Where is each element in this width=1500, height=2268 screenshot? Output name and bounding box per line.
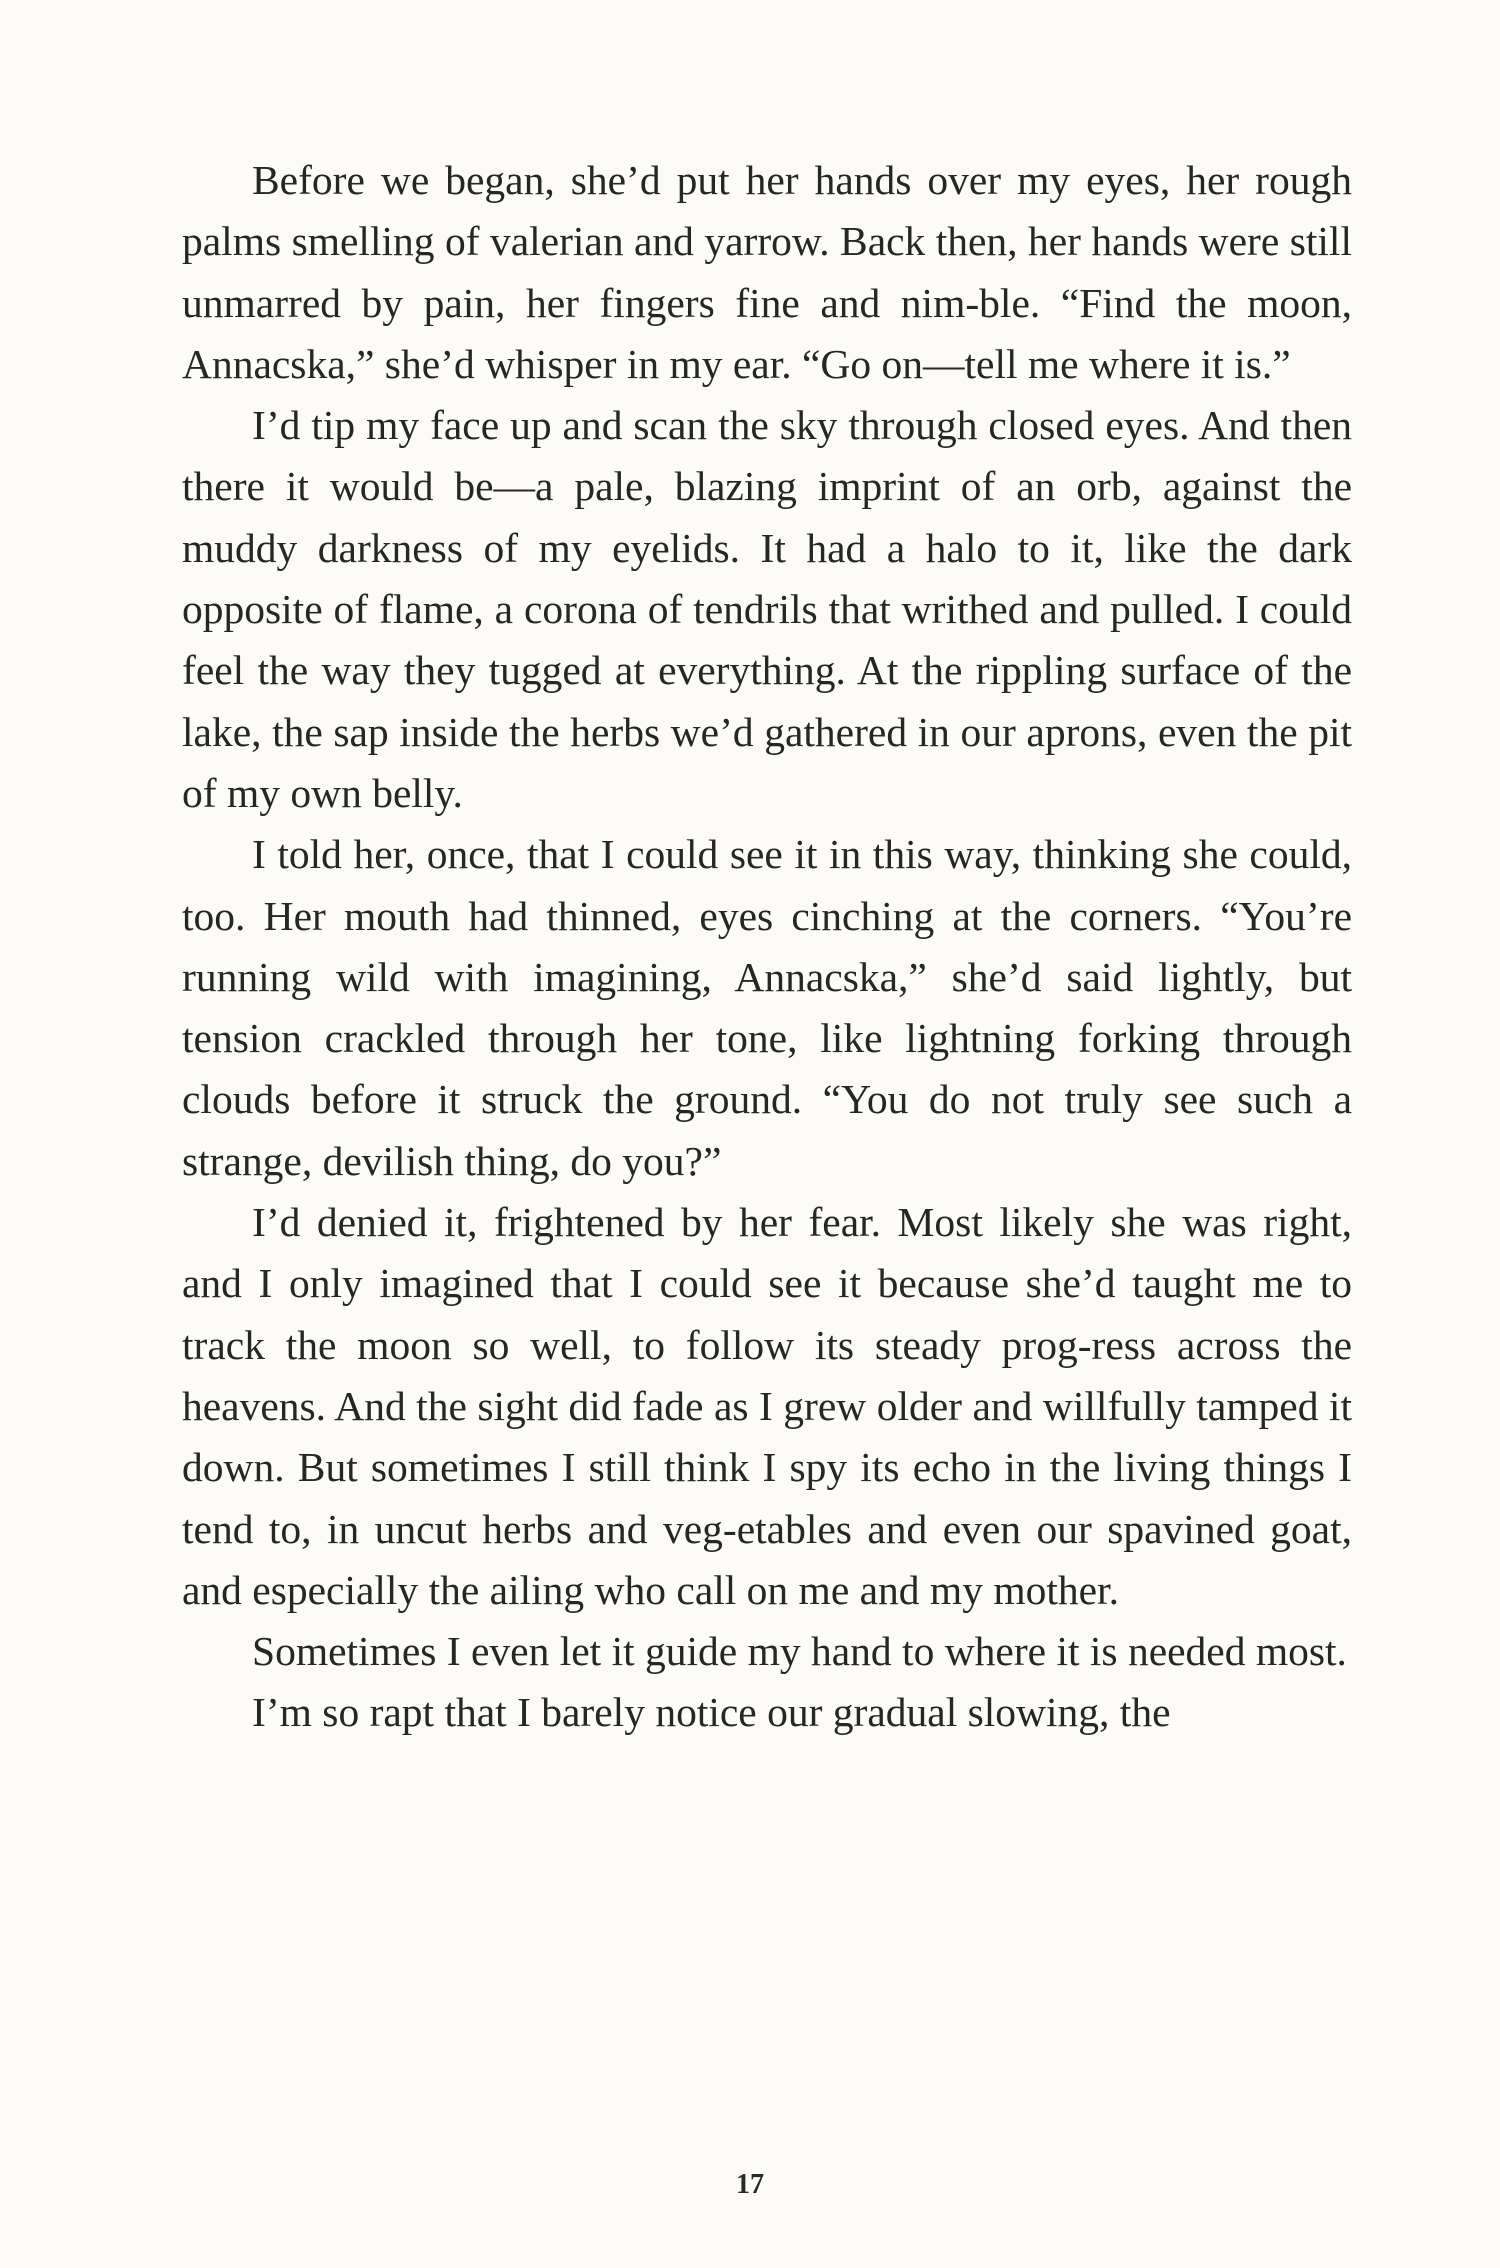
paragraph-5: Sometimes I even let it guide my hand to where it is needed most. [252,1628,1347,1675]
body-text [182,150,1352,1744]
page-number: 17 [736,2169,764,2200]
paragraph-2: I’d tip my face up and scan the sky through closed eyes. And then there it would be—a pale, blazing imprint of an orb, against the muddy darkness of my eyelids. It had a halo to it, like the dark opposite of flame, a corona of tendrils that writhed and pulled. I could feel the way they tugged at everything. At the rippling surface of the lake, the sap inside the herbs we’d gathered in our aprons, even the pit of my own belly. [182,402,1352,816]
paragraph-1: Before we began, she’d put her hands over my eyes, her rough palms smelling of valerian and yarrow. Back then, her hands were still unmarred by pain, her fingers fine and nim-ble. “Find the moon, Annacska,” she’d whisper in my ear. “Go on—tell me where it is.” [182,157,1352,387]
paragraph-4: I’d denied it, frightened by her fear. Most likely she was right, and I only imagined that I could see it because she’d taught me to track the moon so well, to follow its steady prog-ress across the heavens. And the sight did fade as I grew older and willfully tamped it down. But sometimes I still think I spy its echo in the living things I tend to, in uncut herbs and veg-etables and even our spavined goat, and especially the ailing who call on me and my mother. [182,1199,1352,1613]
paragraph-6: I’m so rapt that I barely notice our gradual slowing, the [252,1689,1171,1736]
paragraph-3: I told her, once, that I could see it in this way, thinking she could, too. Her mouth had thinned, eyes cinching at the corners. “You’re running wild with imagining, Annacska,” she’d said lightly, but tension crackled through her tone, like lightning forking through clouds before it struck the ground. “You do not truly see such a strange, devilish thing, do you?” [182,831,1352,1184]
